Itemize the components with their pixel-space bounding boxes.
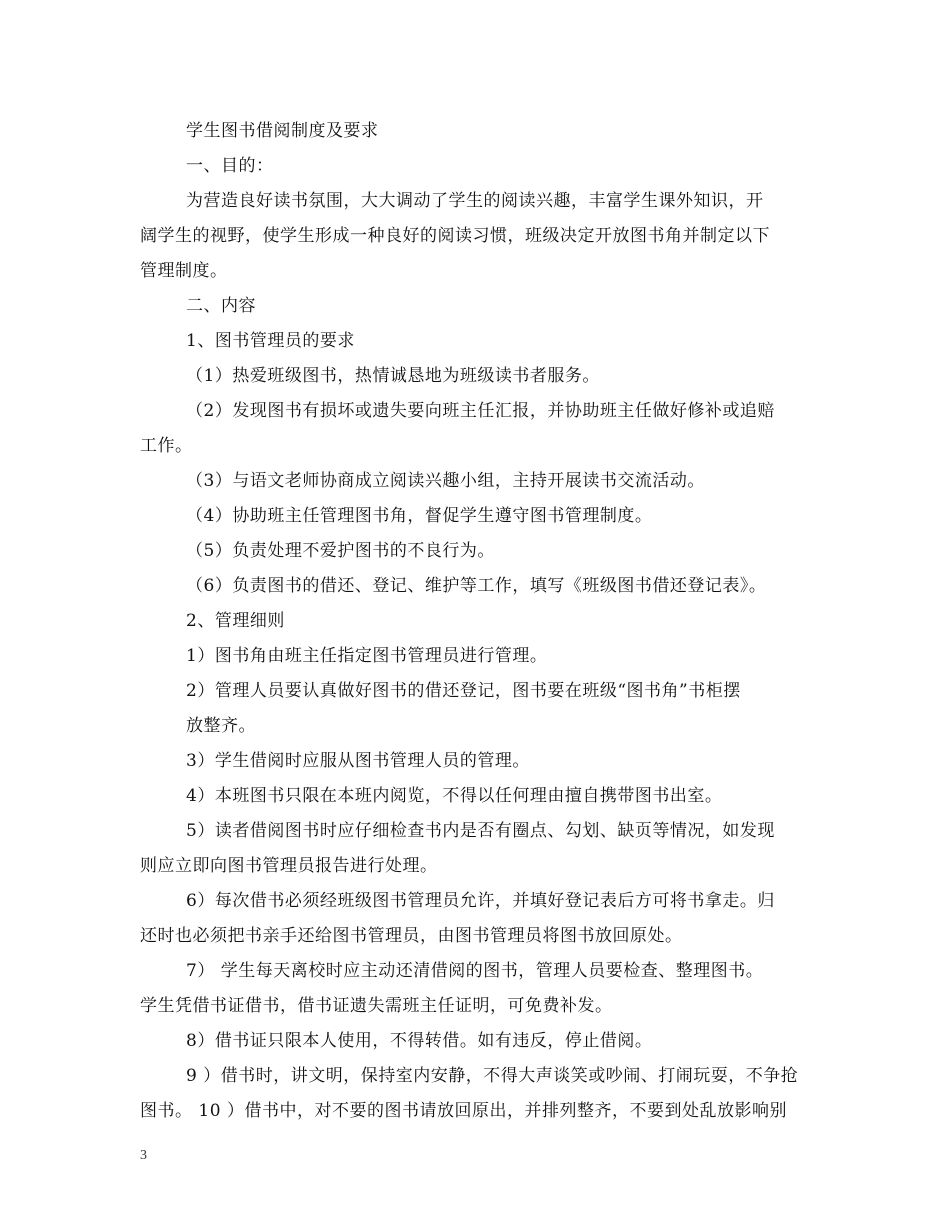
rule-item: 5）读者借阅图书时应仔细检查书内是否有圈点、勾划、缺页等情况，如发现	[186, 821, 775, 841]
rule-item: 9 ）借书时，讲文明，保持室内安静，不得大声谈笑或吵闹、打闹玩耍，不争抢	[186, 1066, 799, 1086]
rule-item: 3）学生借阅时应服从图书管理人员的管理。	[186, 751, 530, 771]
rule-item: 2）管理人员要认真做好图书的借还登记，图书要在班级“图书角”书柜摆	[186, 681, 741, 701]
rule-item: 6）每次借书必须经班级图书管理员允许，并填好登记表后方可将书拿走。归	[186, 891, 775, 911]
rule-item-continuation: 还时也必须把书亲手还给图书管理员，由图书管理员将图书放回原处。	[140, 926, 683, 946]
rule-item-continuation: 放整齐。	[186, 716, 256, 736]
rule-item: 7） 学生每天离校时应主动还清借阅的图书，管理人员要检查、整理图书。	[186, 961, 764, 981]
rule-item-continuation: 学生凭借书证借书，借书证遗失需班主任证明，可免费补发。	[140, 996, 613, 1016]
list-item: （1）热爱班级图书，热情诚恳地为班级读书者服务。	[186, 366, 600, 386]
rule-item: 1）图书角由班主任指定图书管理员进行管理。	[186, 646, 548, 666]
list-item: （6）负责图书的借还、登记、维护等工作，填写《班级图书借还登记表》。	[186, 576, 767, 596]
paragraph-line: 阔学生的视野，使学生形成一种良好的阅读习惯，班级决定开放图书角并制定以下	[140, 226, 770, 246]
rule-item-continuation: 则应立即向图书管理员报告进行处理。	[140, 856, 438, 876]
document-title: 学生图书借阅制度及要求	[186, 121, 379, 141]
section-heading-content: 二、内容	[186, 296, 256, 316]
list-item-continuation: 工作。	[140, 436, 193, 456]
subsection-heading: 1、图书管理员的要求	[186, 331, 355, 351]
page-number: 3	[140, 1148, 147, 1163]
section-heading-purpose: 一、目的：	[186, 156, 274, 176]
list-item: （5）负责处理不爱护图书的不良行为。	[186, 541, 495, 561]
list-item: （2）发现图书有损坏或遗失要向班主任汇报，并协助班主任做好修补或追赔	[186, 401, 775, 421]
list-item: （3）与语文老师协商成立阅读兴趣小组，主持开展读书交流活动。	[186, 471, 705, 491]
rule-item-continuation: 图书。 10 ）借书中，对不要的图书请放回原出，并排列整齐，不要到处乱放影响别	[140, 1101, 787, 1121]
list-item: （4）协助班主任管理图书角，督促学生遵守图书管理制度。	[186, 506, 653, 526]
paragraph-line: 管理制度。	[140, 261, 228, 281]
paragraph-line: 为营造良好读书氛围，大大调动了学生的阅读兴趣，丰富学生课外知识，开	[186, 191, 764, 211]
rule-item: 8）借书证只限本人使用，不得转借。如有违反，停止借阅。	[186, 1031, 653, 1051]
subsection-heading: 2、管理细则	[186, 611, 285, 631]
rule-item: 4）本班图书只限在本班内阅览，不得以任何理由擅自携带图书出室。	[186, 786, 723, 806]
